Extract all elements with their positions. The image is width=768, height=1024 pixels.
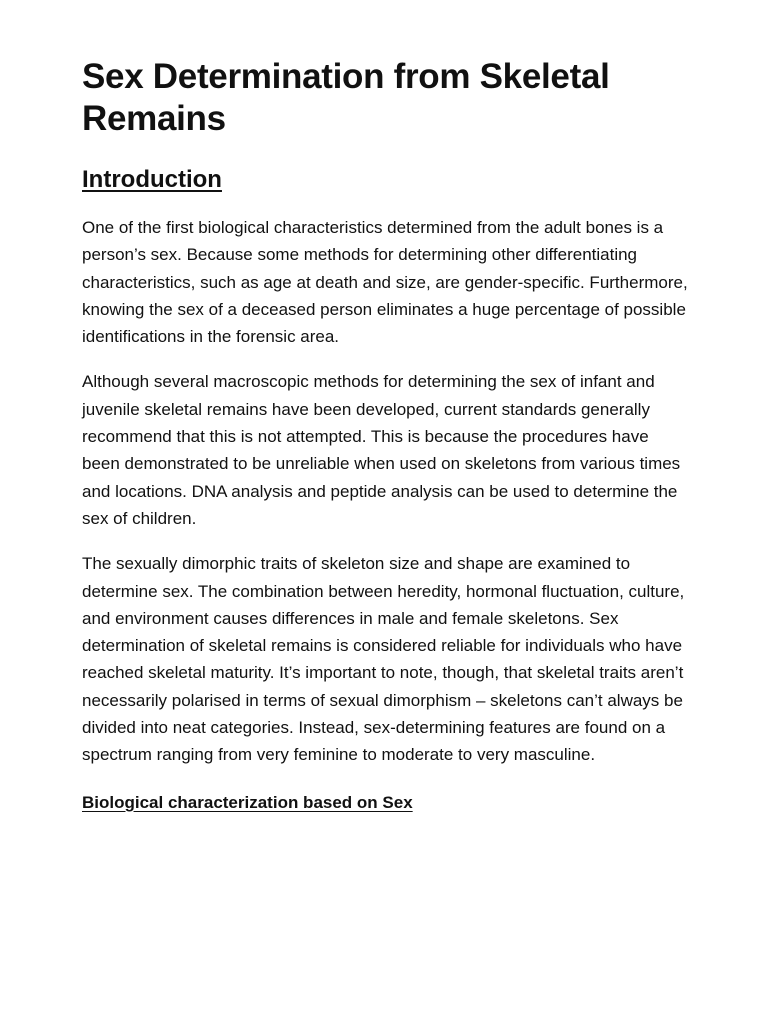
page-title: Sex Determination from Skeletal Remains xyxy=(82,57,610,138)
paragraph-3: The sexually dimorphic traits of skeleton size and shape are examined to determine sex. The combination between heredity, hormonal fluctuation, culture, and environment causes differences in male and female skeletons. Sex determination of skeletal remains is considered reliable for individuals who have reached skeletal maturity. It’s important to note, though, that skeletal traits aren’t necessarily polarised in terms of sexual dimorphism – skeletons can’t always be divided into neat categories. Instead, sex-determining features are found on a spectrum ranging from very feminine to moderate to very masculine. xyxy=(82,554,685,765)
section-heading-introduction: Introduction xyxy=(82,166,222,193)
paragraph-1: One of the first biological characteristics determined from the adult bones is a person’s sex. Because some methods for determining other differentiating characteristics, such as age at death and size, are gender-specific. Furthermore, knowing the sex of a deceased person eliminates a huge percentage of possible identifications in the forensic area. xyxy=(82,218,688,347)
paragraph-2: Although several macroscopic methods for determining the sex of infant and juvenile skeletal remains have been developed, current standards generally recommend that this is not attempted. This is because the procedures have been demonstrated to be unreliable when used on skeletons from various times and locations. DNA analysis and peptide analysis can be used to determine the sex of children. xyxy=(82,372,681,528)
subheading-biological-characterization: Biological characterization based on Sex xyxy=(82,792,413,812)
